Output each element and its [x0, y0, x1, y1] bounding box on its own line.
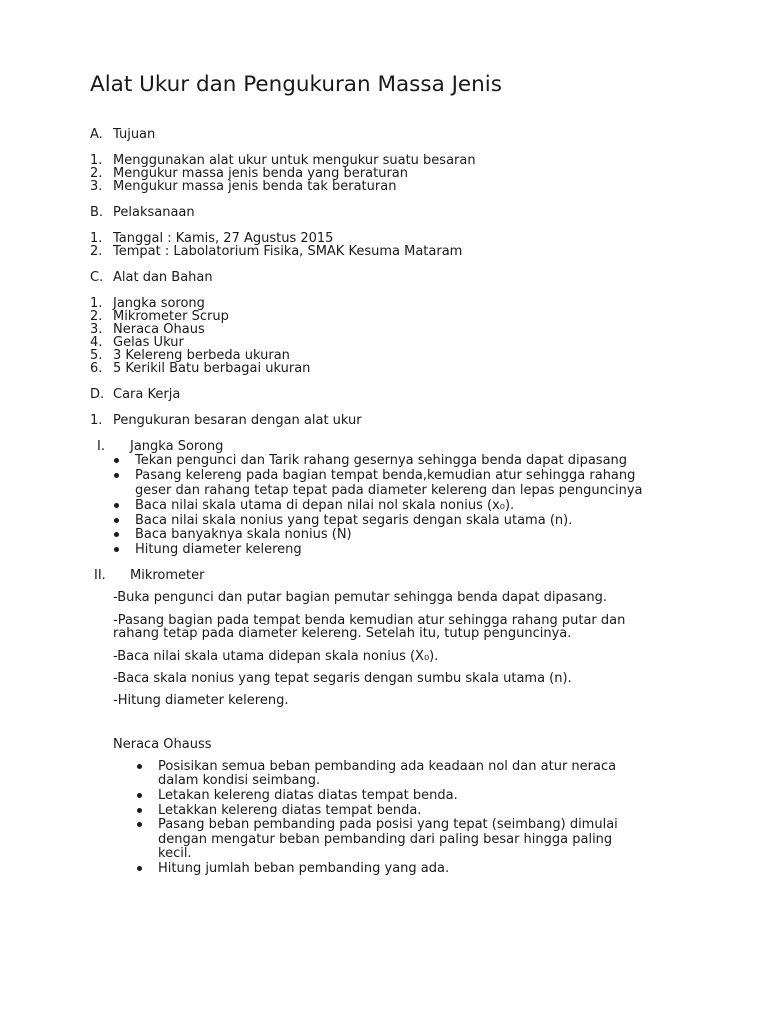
list-item: Hitung jumlah beban pembanding yang ada. — [158, 861, 450, 876]
list-item: kecil. — [158, 846, 192, 861]
list-item: Mengukur massa jenis benda tak beraturan — [113, 179, 397, 194]
document-title: Alat Ukur dan Pengukuran Massa Jenis — [90, 72, 502, 97]
list-item: Hitung diameter kelereng — [135, 542, 302, 557]
list-item: dalam kondisi seimbang. — [158, 773, 321, 788]
list-item: Gelas Ukur — [113, 335, 184, 350]
bullet — [137, 866, 142, 871]
subsection-heading: Mikrometer — [130, 568, 205, 583]
list-item: Menggunakan alat ukur untuk mengukur suatu besaran — [113, 153, 476, 168]
bullet — [114, 518, 119, 523]
list-item-marker: 3. — [90, 179, 103, 194]
section-a-marker: A. — [90, 127, 103, 142]
list-item-marker: 2. — [90, 166, 103, 181]
list-item-marker: 1. — [90, 231, 103, 246]
list-item: Baca nilai skala utama di depan nilai nol skala nonius (x₀). — [135, 498, 515, 513]
section-c-marker: C. — [90, 270, 104, 285]
list-item: Letakkan kelereng diatas tempat benda. — [158, 803, 422, 818]
list-item: 5 Kerikil Batu berbagai ukuran — [113, 361, 311, 376]
list-item: Tanggal : Kamis, 27 Agustus 2015 — [113, 231, 334, 246]
paragraph: rahang tetap pada diameter kelereng. Setelah itu, tutup penguncinya. — [113, 626, 572, 641]
list-item: Pasang kelereng pada bagian tempat benda,kemudian atur sehingga rahang — [135, 468, 636, 483]
subsection-marker: II. — [94, 568, 106, 583]
list-item: Letakan kelereng diatas diatas tempat benda. — [158, 788, 458, 803]
list-item-marker: 2. — [90, 309, 103, 324]
list-item-marker: 4. — [90, 335, 103, 350]
list-item-marker: 6. — [90, 361, 103, 376]
bullet — [114, 458, 119, 463]
list-item-marker: 2. — [90, 244, 103, 259]
list-item-marker: 1. — [90, 296, 103, 311]
section-c-heading: Alat dan Bahan — [113, 270, 213, 285]
subsection-marker: I. — [97, 439, 105, 454]
list-item: Posisikan semua beban pembanding ada keadaan nol dan atur neraca — [158, 759, 617, 774]
list-item-marker: 1. — [90, 153, 103, 168]
bullet — [137, 808, 142, 813]
bullet — [137, 793, 142, 798]
list-item-marker: 3. — [90, 322, 103, 337]
list-item: Tekan pengunci dan Tarik rahang gesernya sehingga benda dapat dipasang — [135, 453, 628, 468]
list-item: Neraca Ohaus — [113, 322, 205, 337]
bullet — [114, 473, 119, 478]
list-item: dengan mengatur beban pembanding dari paling besar hingga paling — [158, 832, 613, 847]
list-item: Baca nilai skala nonius yang tepat segaris dengan skala utama (n). — [135, 513, 573, 528]
subsection-heading: Neraca Ohauss — [113, 737, 212, 752]
paragraph: -Buka pengunci dan putar bagian pemutar sehingga benda dapat dipasang. — [113, 590, 608, 605]
section-d-marker: D. — [90, 387, 105, 402]
section-b-heading: Pelaksanaan — [113, 205, 195, 220]
bullet — [114, 503, 119, 508]
list-item: Pasang beban pembanding pada posisi yang tepat (seimbang) dimulai — [158, 817, 618, 832]
list-item: Baca banyaknya skala nonius (N) — [135, 527, 352, 542]
list-item: Jangka sorong — [113, 296, 205, 311]
section-a-heading: Tujuan — [113, 127, 156, 142]
list-item: 3 Kelereng berbeda ukuran — [113, 348, 290, 363]
section-b-marker: B. — [90, 205, 104, 220]
list-item-marker: 5. — [90, 348, 103, 363]
list-item: geser dan rahang tetap tepat pada diameter kelereng dan lepas penguncinya — [135, 483, 643, 498]
subsection-heading: Jangka Sorong — [130, 439, 224, 454]
list-item-marker: 1. — [90, 413, 103, 428]
list-item: Tempat : Labolatorium Fisika, SMAK Kesuma Mataram — [113, 244, 463, 259]
bullet — [114, 547, 119, 552]
bullet — [114, 532, 119, 537]
paragraph: -Pasang bagian pada tempat benda kemudian atur sehingga rahang putar dan — [113, 613, 626, 628]
section-d-heading: Cara Kerja — [113, 387, 181, 402]
bullet — [137, 764, 142, 769]
list-item: Mengukur massa jenis benda yang beraturan — [113, 166, 409, 181]
bullet — [137, 822, 142, 827]
list-item: Mikrometer Scrup — [113, 309, 229, 324]
list-item: Pengukuran besaran dengan alat ukur — [113, 413, 362, 428]
paragraph: -Hitung diameter kelereng. — [113, 693, 289, 708]
paragraph: -Baca nilai skala utama didepan skala nonius (X₀). — [113, 649, 439, 664]
paragraph: -Baca skala nonius yang tepat segaris dengan sumbu skala utama (n). — [113, 671, 572, 686]
